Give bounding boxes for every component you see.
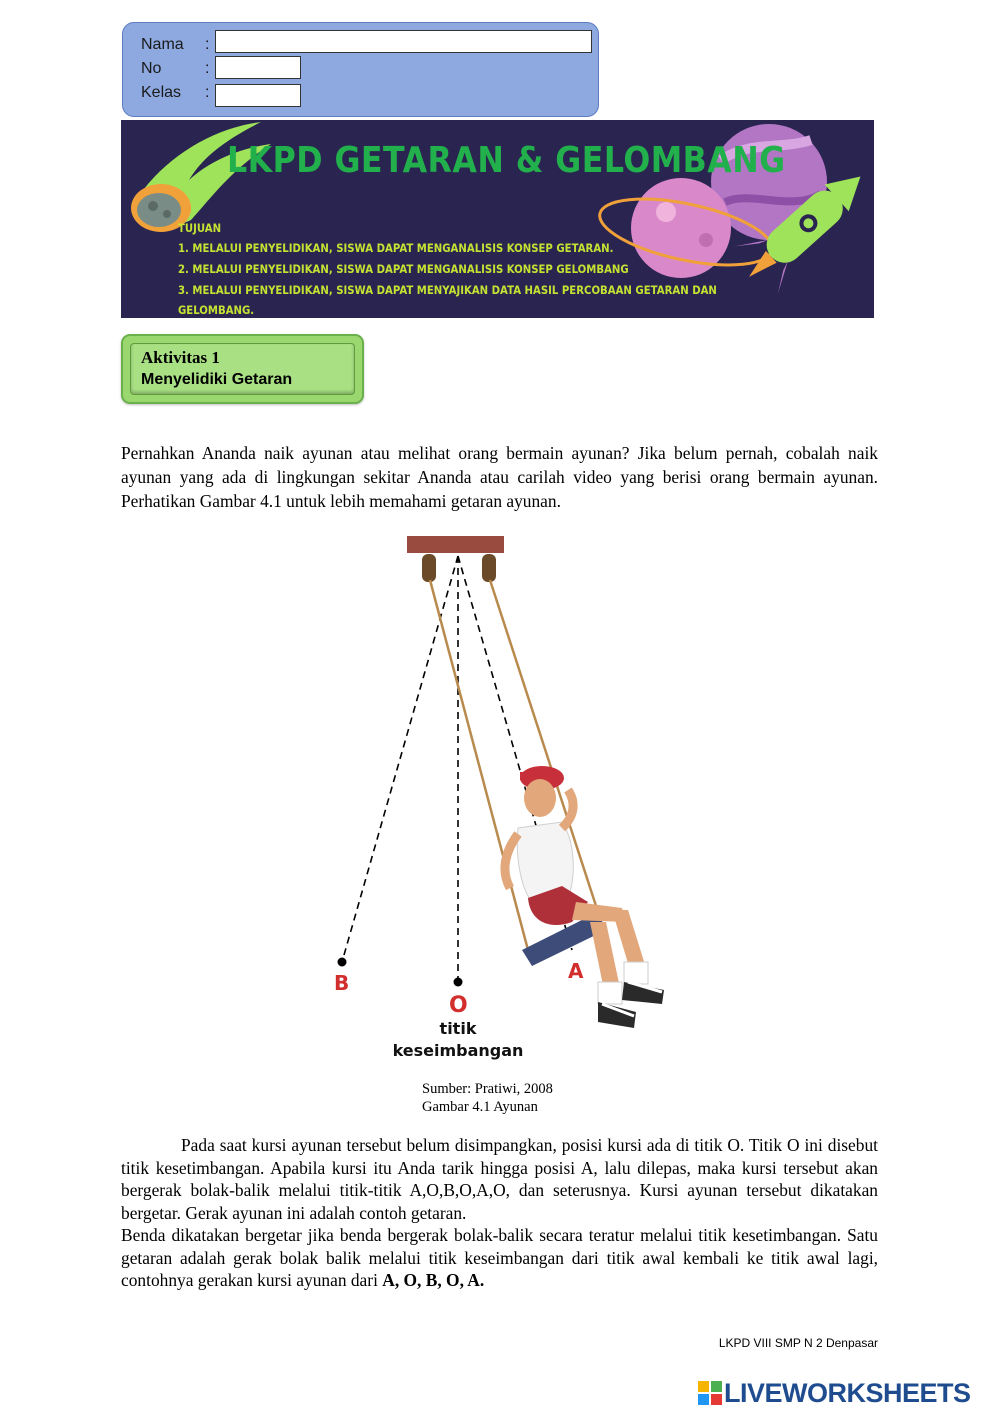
swing-hanger-right [482,554,496,582]
goal-item: 3. MELALUI PENYELIDIKAN, SISWA DAPAT MENYAJIKAN DATA HASIL PERCOBAAN GETARAN DAN [178,283,717,297]
figure-source: Sumber: Pratiwi, 2008 [422,1081,553,1097]
body-paragraph-1: Pada saat kursi ayunan tersebut belum disimpangkan, posisi kursi ada di titik O. Titik O ini disebut titik kesetimbangan. Apabila kursi itu Anda tarik hingga posisi A, lalu dilepas, maka kursi tersebut akan bergerak bolak-balik melalui titik-titik A,O,B,O,A,O, dan seterusnya. Kursi ayunan tersebut dikatakan bergetar. Gerak ayunan ini adalah contoh getaran. [121,1135,878,1223]
goals-heading: TUJUAN [178,221,222,235]
goal-item: GELOMBANG. [178,303,255,317]
equilibrium-label-2: keseimbangan [392,1041,524,1060]
number-colon: : [205,60,210,77]
name-colon: : [205,36,210,53]
page-footer: LKPD VIII SMP N 2 Denpasar [718,1336,878,1350]
liveworksheets-icon [698,1381,722,1405]
student-identity-box [122,22,599,117]
activity-box [121,334,364,404]
swing-figure [300,530,700,1070]
title-banner [121,120,874,318]
point-a-label: A [568,959,584,983]
name-label: Nama [141,36,184,53]
body-paragraph-2-bold: A, O, B, O, A. [382,1270,485,1290]
activity-box-inner [130,343,355,395]
point-o-label: O [449,993,468,1018]
goal-item: 1. MELALUI PENYELIDIKAN, SISWA DAPAT MENGANALISIS KONSEP GETARAN. [178,241,614,255]
equilibrium-label-1: titik [439,1019,477,1038]
figure-caption: Gambar 4.1 Ayunan [422,1099,538,1115]
activity-subtitle: Menyelidiki Getaran [141,371,293,388]
swing-rope-left [430,580,528,950]
class-input[interactable] [215,84,301,107]
name-input[interactable] [215,30,592,53]
point-o-dot [454,978,463,987]
swing-beam [407,536,504,553]
child-on-swing [505,766,664,1028]
goal-item: 2. MELALUI PENYELIDIKAN, SISWA DAPAT MENGANALISIS KONSEP GELOMBANG [178,262,629,276]
body-paragraph-2 [121,1224,878,1292]
swing-illustration [300,530,700,1070]
class-colon: : [205,84,210,101]
class-label: Kelas [141,84,182,101]
point-b-label: B [334,971,350,995]
swing-hanger-left [422,554,436,582]
body-paragraph-2-text: Benda dikatakan bergetar jika benda bergerak bolak-balik secara teratur melalui titik kesetimbangan. Satu getaran adalah gerak bolak balik melalui titik keseimbangan dari titik awal kembali ke titik awal lagi, contohnya gerakan kursi ayunan dari [121,1225,878,1290]
banner-title: LKPD GETARAN & GELOMBANG [227,140,786,181]
number-input[interactable] [215,56,301,79]
intro-paragraph: Pernahkan Ananda naik ayunan atau melihat orang bermain ayunan? Jika belum pernah, cobalah naik ayunan yang ada di lingkungan sekitar Ananda atau carilah video yang berisi orang bermain ayunan. Perhatikan Gambar 4.1 untuk lebih memahami getaran ayunan. [121,443,878,511]
point-b-dot [338,958,347,967]
liveworksheets-wordmark: LIVEWORKSHEETS [724,1378,971,1408]
number-label: No [141,60,162,77]
activity-title: Aktivitas 1 [141,348,220,367]
